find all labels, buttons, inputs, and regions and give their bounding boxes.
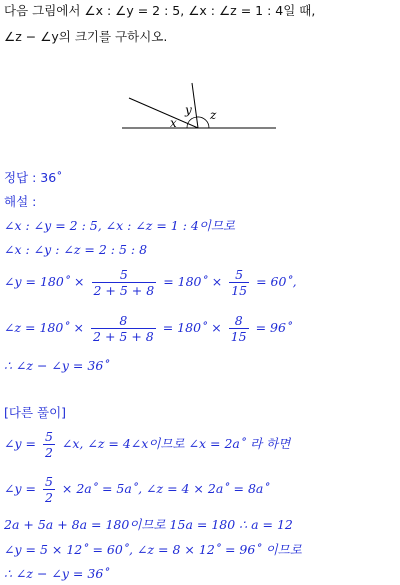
middle-ray — [192, 83, 198, 128]
question-line-1: 다음 그림에서 ∠x : ∠y = 2 : 5, ∠x : ∠z = 1 : 4일 때, — [4, 3, 316, 18]
eq-y-pre: ∠y = 180˚ × — [4, 274, 85, 289]
numerator: 5 — [44, 474, 53, 489]
explanation-line-3 — [4, 267, 297, 298]
numerator: 8 — [91, 313, 156, 329]
fraction — [229, 267, 249, 298]
alt1-post: ∠x, ∠z = 4∠x이므로 ∠x = 2a˚ 라 하면 — [61, 436, 291, 451]
fraction — [229, 313, 249, 344]
angle-label-x: x — [170, 116, 177, 130]
question-line-2: ∠z − ∠y의 크기를 구하시오. — [4, 29, 168, 44]
alt-solution-header: [다른 풀이] — [4, 405, 67, 420]
alt2-post: × 2a˚ = 5a˚, ∠z = 4 × 2a˚ = 8a˚ — [61, 481, 270, 496]
alt2-pre: ∠y = — [4, 481, 36, 496]
explanation-line-2: ∠x : ∠y : ∠z = 2 : 5 : 8 — [4, 242, 148, 257]
alt-line-1 — [4, 429, 290, 460]
explanation-label: 해설 : — [4, 194, 37, 209]
eq-y-mid: = 180˚ × — [163, 274, 223, 289]
denominator: 2 + 5 + 8 — [93, 329, 154, 344]
denominator: 2 — [44, 445, 53, 460]
explanation-conclusion: ∴ ∠z − ∠y = 36˚ — [4, 358, 110, 373]
angle-figure — [122, 80, 282, 135]
fraction — [92, 267, 157, 298]
angle-label-y: y — [185, 103, 192, 117]
angle-label-z: z — [210, 108, 217, 122]
denominator: 2 + 5 + 8 — [93, 283, 155, 298]
fraction — [43, 429, 55, 460]
numerator: 8 — [229, 313, 249, 329]
eq-y-post: = 60˚, — [256, 274, 297, 289]
numerator: 5 — [92, 267, 157, 283]
alt1-pre: ∠y = — [4, 436, 36, 451]
denominator: 15 — [231, 283, 248, 298]
alt-line-2 — [4, 474, 270, 505]
explanation-line-4 — [4, 313, 292, 344]
fraction — [91, 313, 156, 344]
alt-line-4: ∠y = 5 × 12˚ = 60˚, ∠z = 8 × 12˚ = 96˚ 이므로 — [4, 542, 302, 557]
alt-line-3: 2a + 5a + 8a = 180이므로 15a = 180 ∴ a = 12 — [4, 517, 293, 532]
denominator: 2 — [44, 490, 53, 505]
eq-z-mid: = 180˚ × — [162, 320, 222, 335]
eq-z-pre: ∠z = 180˚ × — [4, 320, 85, 335]
alt-line-5: ∴ ∠z − ∠y = 36˚ — [4, 566, 110, 581]
explanation-line-1: ∠x : ∠y = 2 : 5, ∠x : ∠z = 1 : 4이므로 — [4, 218, 236, 233]
numerator: 5 — [229, 267, 249, 283]
denominator: 15 — [230, 329, 247, 344]
eq-z-post: = 96˚ — [255, 320, 293, 335]
fraction — [43, 474, 55, 505]
answer-title: 정답 : 36˚ — [4, 170, 63, 185]
numerator: 5 — [44, 429, 53, 444]
